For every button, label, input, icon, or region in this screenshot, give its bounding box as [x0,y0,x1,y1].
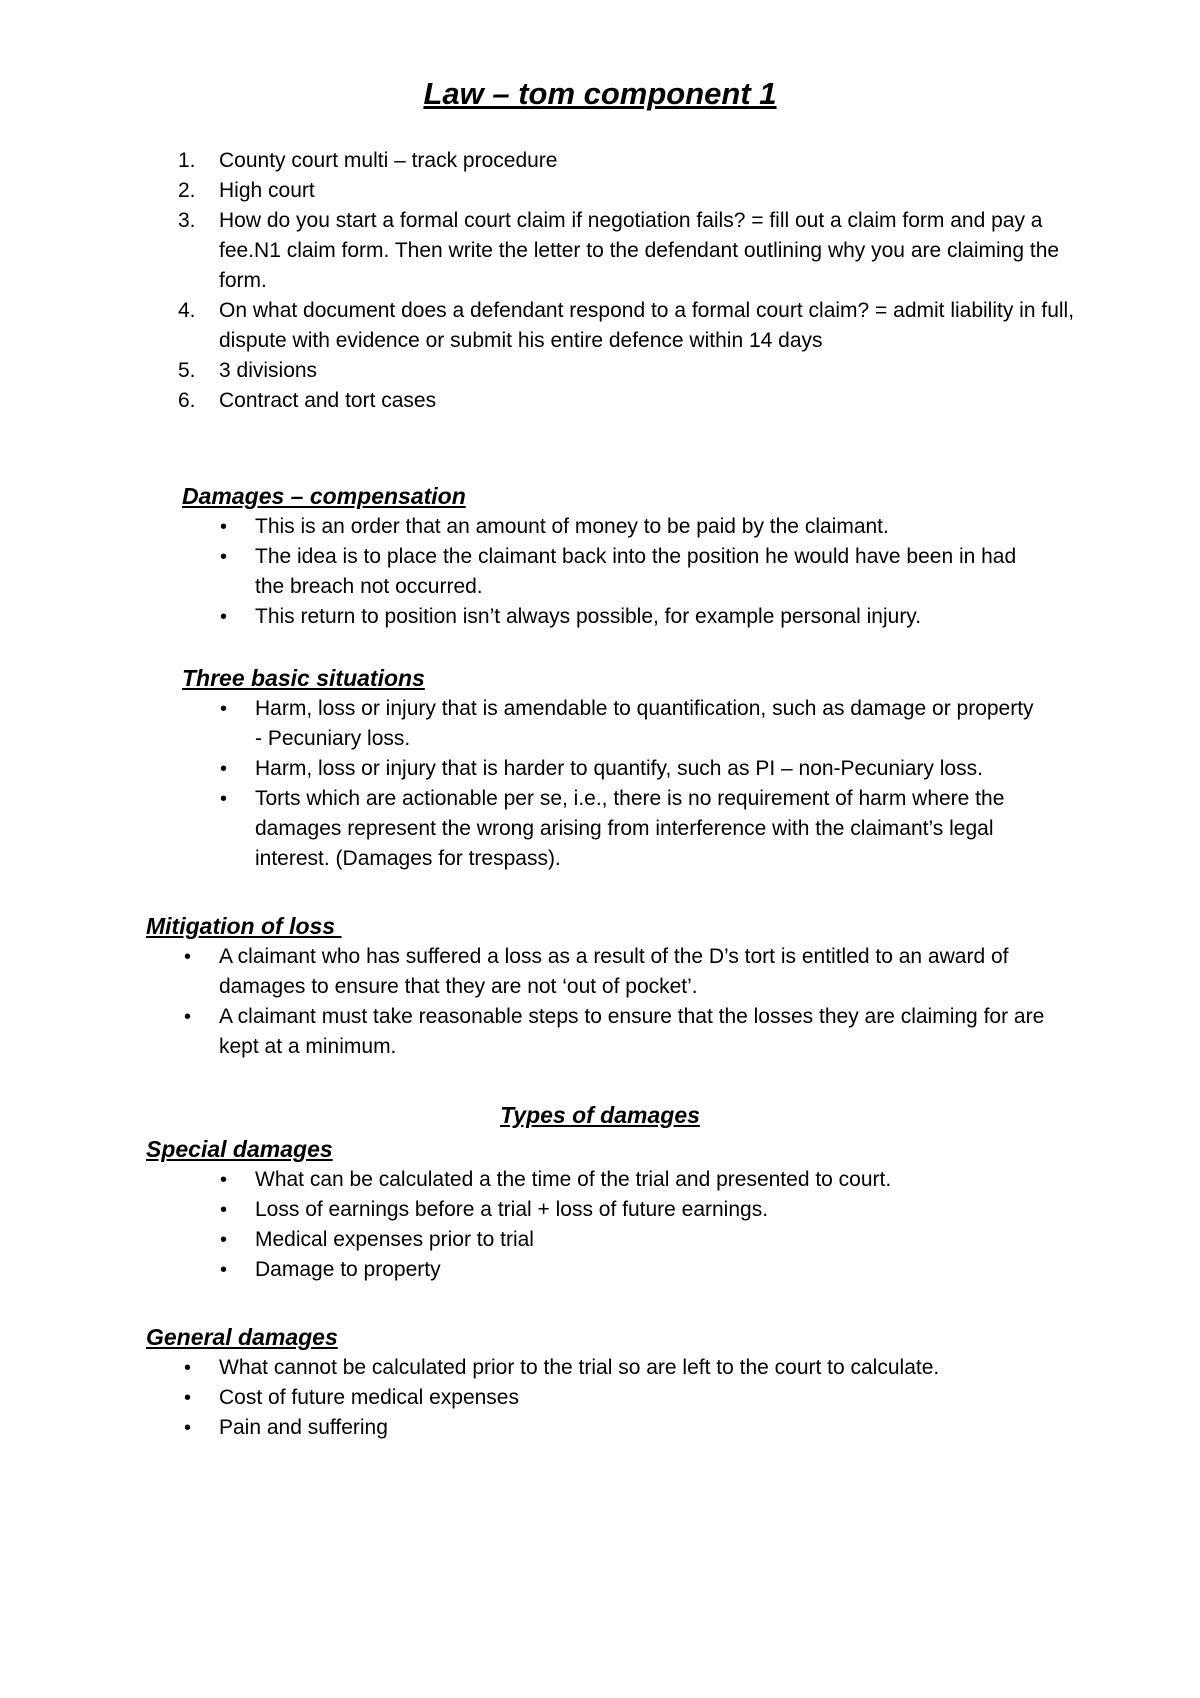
bullet-text: This is an order that an amount of money to be paid by the claimant. [255,515,889,538]
bullet-icon: • [220,546,228,568]
list-number: 6. [178,389,196,412]
list-number: 3. [178,209,196,232]
bullet-item [216,512,1036,542]
list-item-text: On what document does a defendant respond to a formal court claim? = admit liability in full, dispute with evidence or submit his entire defence within 14 days [219,299,1075,352]
list-item [178,146,1078,176]
list-item [178,296,1078,356]
section-heading-general-damages: General damages [146,1324,338,1350]
bullet-item [216,1225,1036,1255]
list-number: 5. [178,359,196,382]
bullet-text: Medical expenses prior to trial [255,1228,534,1251]
bullet-item [180,1002,1060,1062]
section-heading-mitigation: Mitigation of loss [146,913,342,939]
bullet-icon: • [220,1229,228,1251]
general-damages-bullet-list [180,1353,1060,1443]
bullet-icon: • [220,1199,228,1221]
bullet-text: This return to position isn’t always possible, for example personal injury. [255,605,922,628]
section-heading-special-damages: Special damages [146,1136,333,1162]
question-list [178,146,1078,416]
bullet-item [216,1255,1036,1285]
list-item [178,206,1078,296]
bullet-item [216,754,1036,784]
list-number: 4. [178,299,196,322]
bullet-item [216,602,1036,632]
bullet-item [180,942,1060,1002]
section-heading-damages: Damages – compensation [182,483,466,509]
bullet-item [216,784,1036,874]
bullet-text: A claimant who has suffered a loss as a result of the D’s tort is entitled to an award of damages to ensure that they are not ‘out of pocket’. [219,945,1009,998]
bullet-icon: • [220,1169,228,1191]
list-number: 2. [178,179,196,202]
damages-bullet-list [216,512,1036,632]
bullet-item [180,1413,1060,1443]
list-item-text: How do you start a formal court claim if negotiation fails? = fill out a claim form and pay a fee.N1 claim form. Then write the letter to the defendant outlining why you are claiming the form. [219,209,1060,292]
list-item [178,176,1078,206]
section-heading-three-situations: Three basic situations [182,665,425,691]
list-item-text: Contract and tort cases [219,389,437,412]
bullet-icon: • [220,788,228,810]
bullet-text: Damage to property [255,1258,441,1281]
list-item-text: High court [219,179,315,202]
bullet-icon: • [184,1417,192,1439]
list-item-text: 3 divisions [219,359,318,382]
bullet-item [180,1353,1060,1383]
bullet-item [216,1195,1036,1225]
bullet-text: What cannot be calculated prior to the trial so are left to the court to calculate. [219,1356,940,1379]
bullet-text: Torts which are actionable per se, i.e., there is no requirement of harm where the damages represent the wrong arising from interference with the claimant’s legal interest. (Damages for trespass). [255,787,1005,870]
bullet-icon: • [220,758,228,780]
bullet-icon: • [184,1387,192,1409]
list-item [178,356,1078,386]
bullet-item [216,542,1036,602]
bullet-item [216,694,1036,754]
bullet-text: Loss of earnings before a trial + loss of future earnings. [255,1198,769,1221]
page-title: Law – tom component 1 [423,76,777,111]
bullet-item [180,1383,1060,1413]
bullet-icon: • [220,698,228,720]
bullet-text: Pain and suffering [219,1416,388,1439]
bullet-text: The idea is to place the claimant back into the position he would have been in had the breach not occurred. [255,545,1017,598]
three-situations-bullet-list [216,694,1036,874]
special-damages-bullet-list [216,1165,1036,1285]
bullet-text: What can be calculated a the time of the trial and presented to court. [255,1168,892,1191]
list-number: 1. [178,149,196,172]
bullet-text: Cost of future medical expenses [219,1386,519,1409]
bullet-icon: • [220,516,228,538]
bullet-icon: • [184,1357,192,1379]
bullet-icon: • [220,1259,228,1281]
list-item [178,386,1078,416]
bullet-item [216,1165,1036,1195]
bullet-text: Harm, loss or injury that is amendable to quantification, such as damage or property - Pecuniary loss. [255,697,1034,750]
types-of-damages-heading: Types of damages [500,1102,700,1128]
bullet-text: A claimant must take reasonable steps to ensure that the losses they are claiming for are kept at a minimum. [219,1005,1045,1058]
bullet-icon: • [184,946,192,968]
mitigation-bullet-list [180,942,1060,1062]
bullet-text: Harm, loss or injury that is harder to quantify, such as PI – non-Pecuniary loss. [255,757,983,780]
bullet-icon: • [184,1006,192,1028]
bullet-icon: • [220,606,228,628]
list-item-text: County court multi – track procedure [219,149,558,172]
